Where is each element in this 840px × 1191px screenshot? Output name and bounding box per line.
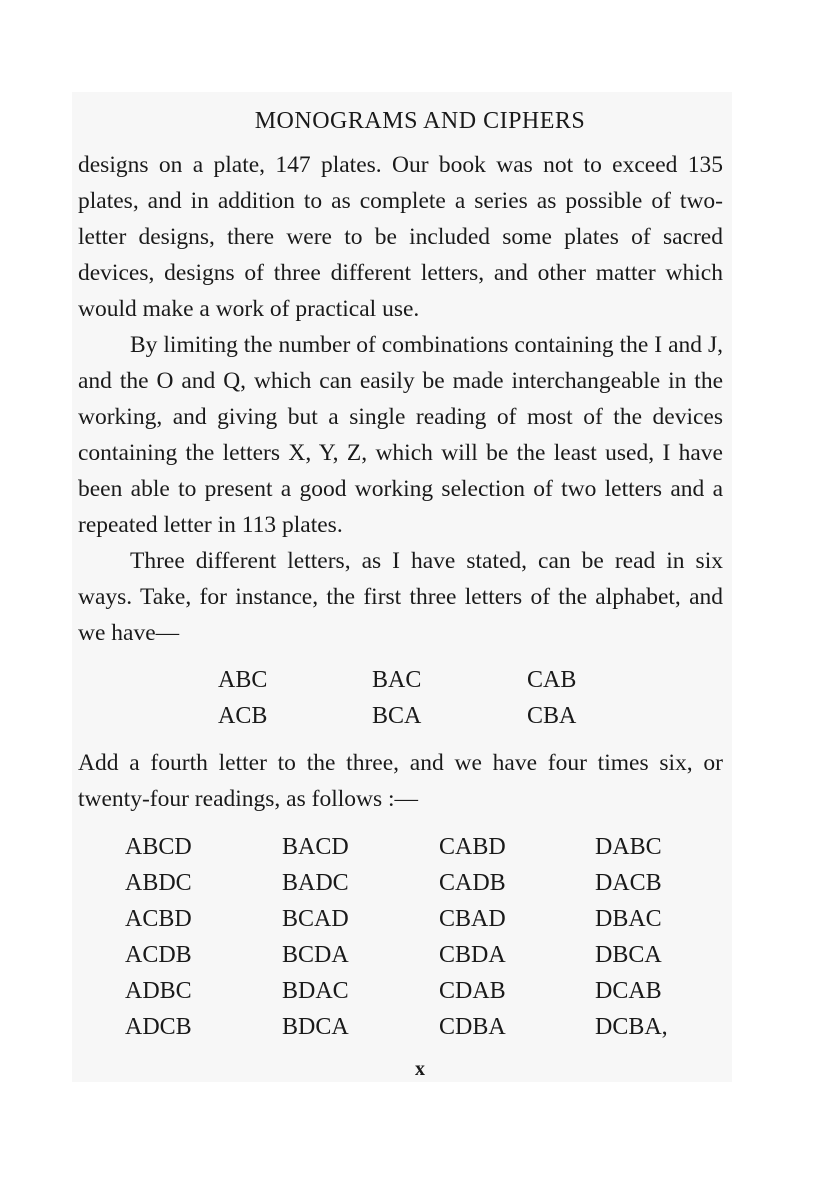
reading-cell: ADCB: [125, 1014, 192, 1040]
reading-cell: DBCA: [595, 942, 662, 968]
paragraph-text: Three different letters, as I have stated, can be read in six ways. Take, for instance, the first three letters of the alphabet, and we have—: [78, 548, 723, 646]
reading-cell: BDCA: [282, 1014, 349, 1040]
reading-cell: CADB: [439, 870, 506, 896]
reading-cell: DACB: [595, 870, 662, 896]
reading-cell: CBA: [527, 703, 577, 729]
reading-cell: BCAD: [282, 906, 349, 932]
reading-cell: CABD: [439, 834, 506, 860]
reading-cell: BADC: [282, 870, 349, 896]
reading-cell: ACBD: [125, 906, 192, 932]
reading-cell: ACB: [218, 703, 268, 729]
running-head: MONOGRAMS AND CIPHERS: [254, 108, 586, 134]
paragraph-four-letters: [78, 745, 723, 817]
reading-cell: BAC: [372, 667, 422, 693]
reading-cell: CBDA: [439, 942, 506, 968]
reading-cell: CAB: [527, 667, 577, 693]
paragraph-continued: [78, 147, 723, 327]
paragraph-limiting-combinations: [78, 327, 723, 543]
reading-cell: DCBA,: [595, 1014, 668, 1040]
reading-cell: CDBA: [439, 1014, 506, 1040]
reading-cell: BACD: [282, 834, 349, 860]
reading-cell: ABDC: [125, 870, 192, 896]
reading-cell: CBAD: [439, 906, 506, 932]
reading-cell: BCA: [372, 703, 422, 729]
reading-cell: ABCD: [125, 834, 192, 860]
paragraph-text: designs on a plate, 147 plates. Our book was not to exceed 135 plates, and in addition to as complete a series as possible of two-letter designs, there were to be included some plates of sacred devices, designs of three different letters, and other matter which would make a work of practical use.: [78, 152, 723, 322]
reading-cell: DBAC: [595, 906, 662, 932]
reading-cell: DCAB: [595, 978, 662, 1004]
reading-cell: DABC: [595, 834, 662, 860]
reading-cell: BDAC: [282, 978, 349, 1004]
paragraph-three-letters: [78, 543, 723, 651]
paragraph-text: By limiting the number of combinations containing the I and J, and the O and Q, which can easily be made interchangeable in the working, and giving but a single reading of most of the devices containing the letters X, Y, Z, which will be the least used, I have been able to present a good working selection of two letters and a repeated letter in 113 plates.: [78, 332, 723, 538]
reading-cell: CDAB: [439, 978, 506, 1004]
paragraph-text: Add a fourth letter to the three, and we have four times six, or twenty-four readings, as follows :—: [78, 750, 723, 812]
reading-cell: ABC: [218, 667, 268, 693]
reading-cell: BCDA: [282, 942, 349, 968]
reading-cell: ADBC: [125, 978, 192, 1004]
reading-cell: ACDB: [125, 942, 192, 968]
page-number: x: [415, 1058, 425, 1080]
